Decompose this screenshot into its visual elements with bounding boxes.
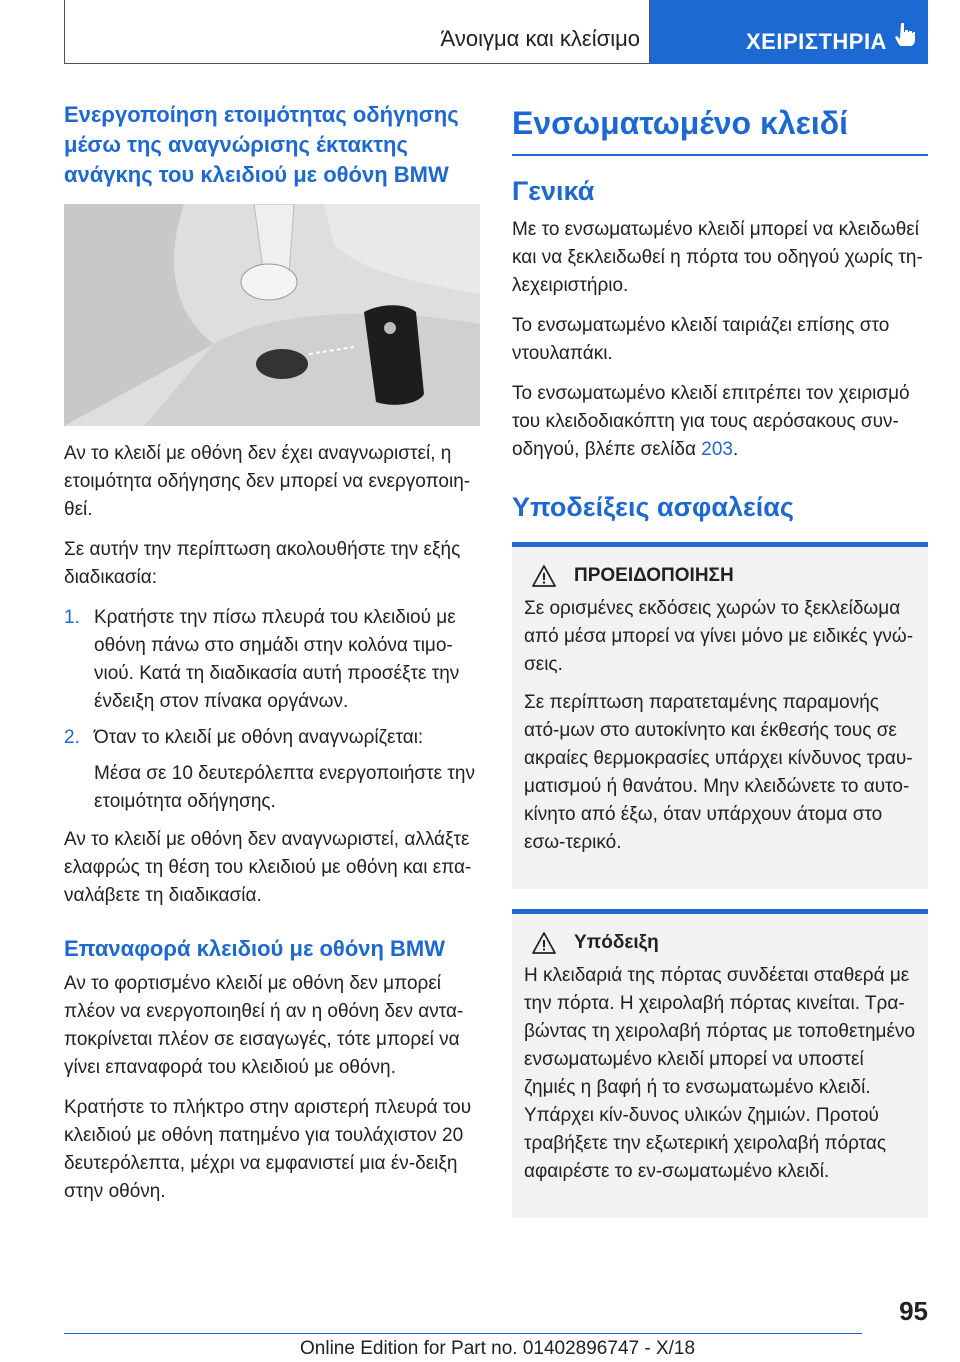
step-number: 1.: [64, 607, 80, 628]
warning-triangle-icon: [532, 932, 556, 954]
list-item: [64, 604, 480, 716]
warning-box: [512, 542, 928, 889]
section-heading: Ενεργοποίηση ετοιμότητας οδήγησης μέσω της αναγνώρισης έκτακτης ανάγκης του κλειδιού με οθόνη BMW: [64, 102, 459, 187]
steering-column-photo: [64, 204, 480, 426]
warning-title: ΠΡΟΕΙΔΟΠΟΙΗΣΗ: [574, 565, 734, 586]
page-number: 95: [899, 1296, 928, 1326]
note-title: Υπόδειξη: [574, 932, 659, 953]
paragraph: Σε ορισμένες εκδόσεις χωρών το ξεκλείδωμα από μέσα μπορεί να γίνει μόνο με ειδικές γνώ-σεις.: [524, 598, 914, 675]
edition-footer: Online Edition for Part no. 01402896747 - X/18: [300, 1338, 696, 1359]
step-subtext: Μέσα σε 10 δευτερόλεπτα ενεργοποιήστε την ετοιμότητα οδήγησης.: [94, 763, 475, 812]
step-number: 2.: [64, 727, 80, 748]
page-reference-link[interactable]: 203: [701, 439, 733, 460]
paragraph-text: Το ενσωματωμένο κλειδί επιτρέπει τον χειρισμό του κλειδοδιακόπτη για τους αερόσακους συν-οδηγού, βλέπε σελίδα: [512, 383, 910, 460]
list-item: [64, 724, 480, 816]
chapter-title: ΧΕΙΡΙΣΤΗΡΙΑ: [746, 29, 887, 54]
note-box: [512, 909, 928, 1218]
chapter-tab[interactable]: [650, 0, 928, 64]
procedure-steps: [64, 604, 480, 816]
paragraph: Με το ενσωματωμένο κλειδί μπορεί να κλειδωθεί και να ξεκλειδωθεί η πόρτα του οδηγού χωρίς τη-λεχειριστήριο.: [512, 219, 923, 296]
step-text: Κρατήστε την πίσω πλευρά του κλειδιού με οθόνη πάνω στο σημάδι στην κολόνα τιμο-νιού. Κατά τη διαδικασία αυτή προσέξτε την ένδειξη στον πίνακα οργάνων.: [94, 607, 460, 712]
paragraph: Κρατήστε το πλήκτρο στην αριστερή πλευρά του κλειδιού με οθόνη πατημένο για τουλάχιστον 20 δευτερόλεπτα, μέχρι να εμφανιστεί μια έν-δειξη στην οθόνη.: [64, 1097, 472, 1202]
paragraph: Σε περίπτωση παρατεταμένης παραμονής ατό-μων στο αυτοκίνητο και έκθεσής τους σε ακραίες θερμοκρασίες υπάρχει κίνδυνος τραυ-ματισμού ή θανάτου. Μην κλειδώνετε το αυτο-κίνητο από έξω, όταν υπάρχουν άτομα στο εσω-τερικό.: [524, 692, 913, 853]
paragraph: [512, 380, 928, 464]
section-heading: Υποδείξεις ασφαλείας: [512, 492, 794, 522]
section-title: Άνοιγμα και κλείσιμο: [440, 26, 640, 51]
paragraph-text: .: [732, 439, 739, 460]
page-title: Ενσωματωμένο κλειδί: [512, 100, 928, 156]
section-heading: Γενικά: [512, 176, 595, 206]
paragraph: Σε αυτήν την περίπτωση ακολουθήστε την εξής διαδικασία:: [64, 539, 461, 588]
paragraph: Αν το φορτισμένο κλειδί με οθόνη δεν μπορεί πλέον να ενεργοποιηθεί ή αν η οθόνη δεν αντα-ποκρίνεται πλέον σε εισαγωγές, τότε μπορεί να γίνει επαναφορά του κλειδιού με οθόνη.: [64, 973, 464, 1078]
left-column: [64, 100, 480, 1218]
paragraph: Το ενσωματωμένο κλειδί ταιριάζει επίσης στο ντουλαπάκι.: [512, 315, 890, 364]
warning-triangle-icon: [532, 565, 556, 587]
paragraph: Η κλειδαριά της πόρτας συνδέεται σταθερά με την πόρτα. Η χειρολαβή πόρτας κινείται. Τρα-βώντας τη χειρολαβή πόρτας με τοποθετημένο ενσωματωμένο κλειδί μπορεί να υποστεί ζημιές η βαφή ή το ενσωματωμένο κλειδί. Υπάρχει κίν-δυνος υλικών ζημιών. Προτού τραβήξετε την εξωτερική χειρολαβή πόρτας αφαιρέστε το εν-σωματωμένο κλειδί.: [524, 965, 916, 1182]
section-heading: Επαναφορά κλειδιού με οθόνη BMW: [64, 936, 446, 961]
right-column: [512, 100, 928, 1232]
paragraph: Αν το κλειδί με οθόνη δεν έχει αναγνωριστεί, η ετοιμότητα οδήγησης δεν μπορεί να ενεργοποιη-θεί.: [64, 443, 471, 520]
footer-divider: [64, 1333, 862, 1334]
step-text: Όταν το κλειδί με οθόνη αναγνωρίζεται:: [94, 727, 424, 748]
paragraph: Αν το κλειδί με οθόνη δεν αναγνωριστεί, αλλάξτε ελαφρώς τη θέση του κλειδιού με οθόνη και επα-ναλάβετε τη διαδικασία.: [64, 829, 472, 906]
pointing-hand-icon: [894, 22, 916, 52]
